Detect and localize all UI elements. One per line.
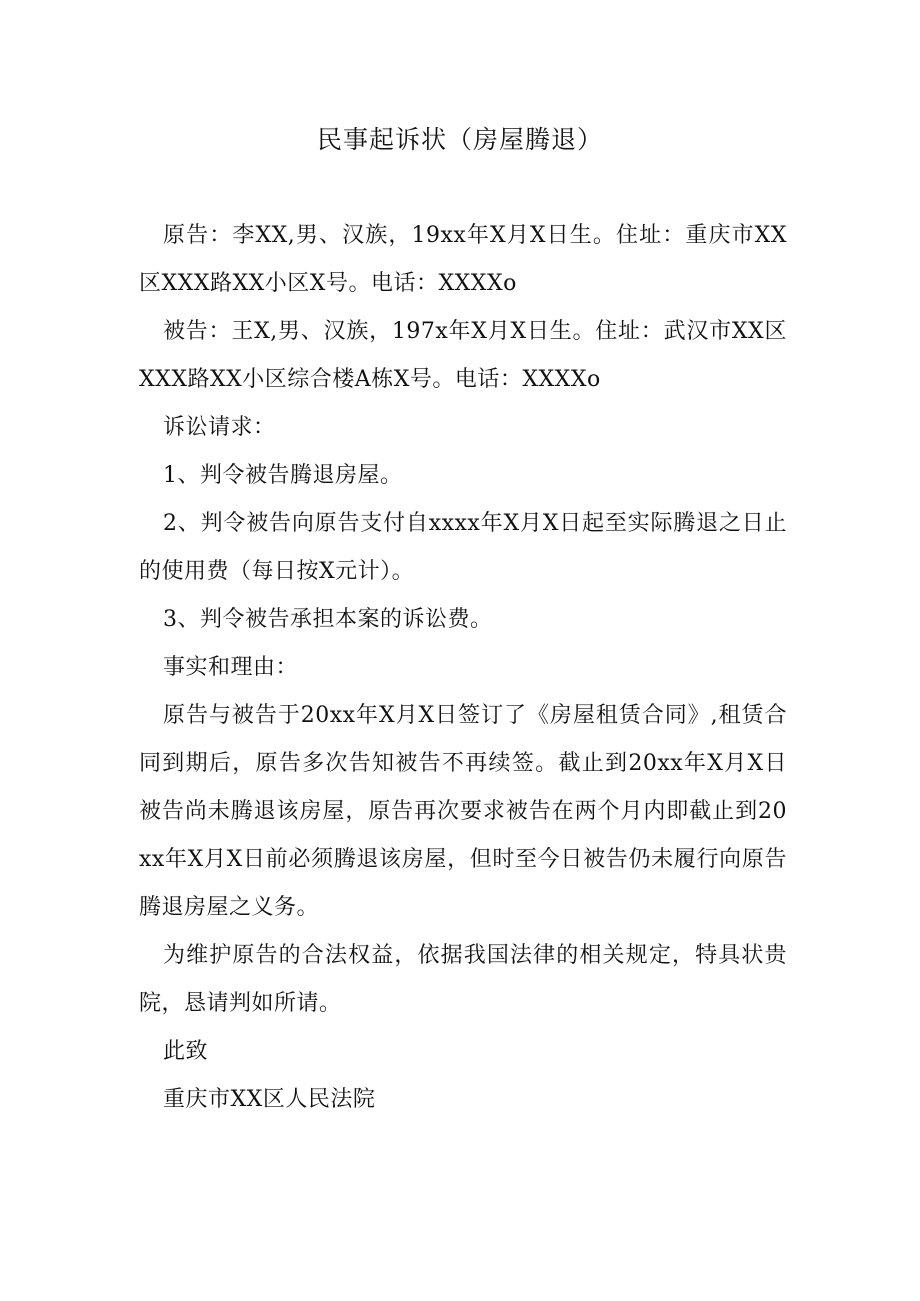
- defendant-info: 被告：王X,男、汉族，197x年X月X日生。住址：武汉市XX区XXX路XX小区综合楼A栋X号。电话：XXXXo: [139, 319, 787, 392]
- facts-paragraph: 原告与被告于20xx年X月X日签订了《房屋租赁合同》,租赁合同到期后，原告多次告知被告不再续签。截止到20xx年X月X日被告尚未腾退该房屋，原告再次要求被告在两个月内即截止到20xx年X月X日前必须腾退该房屋，但时至今日被告仍未履行向原告腾退房屋之义务。: [139, 703, 787, 920]
- claim-item-1: 1、判令被告腾退房屋。: [163, 463, 403, 488]
- claim-item-3: 3、判令被告承担本案的诉讼费。: [163, 607, 493, 632]
- facts-heading: 事实和理由：: [163, 655, 299, 680]
- plaintiff-info: 原告：李XX,男、汉族，19xx年X月X日生。住址：重庆市XX区XXX路XX小区X号。电话：XXXXo: [139, 223, 787, 296]
- request-paragraph: 为维护原告的合法权益，依据我国法律的相关规定，特具状贵院，恳请判如所请。: [139, 943, 787, 1016]
- claims-heading: 诉讼请求：: [163, 415, 276, 440]
- court-addressee: 重庆市XX区人民法院: [163, 1087, 376, 1112]
- document-body: [139, 212, 787, 1124]
- claim-item-2: 2、判令被告向原告支付自xxxx年X月X日起至实际腾退之日止的使用费（每日按X元计）。: [139, 511, 787, 584]
- salutation: 此致: [163, 1039, 209, 1064]
- document-title: 民事起诉状（房屋腾退）: [316, 125, 603, 154]
